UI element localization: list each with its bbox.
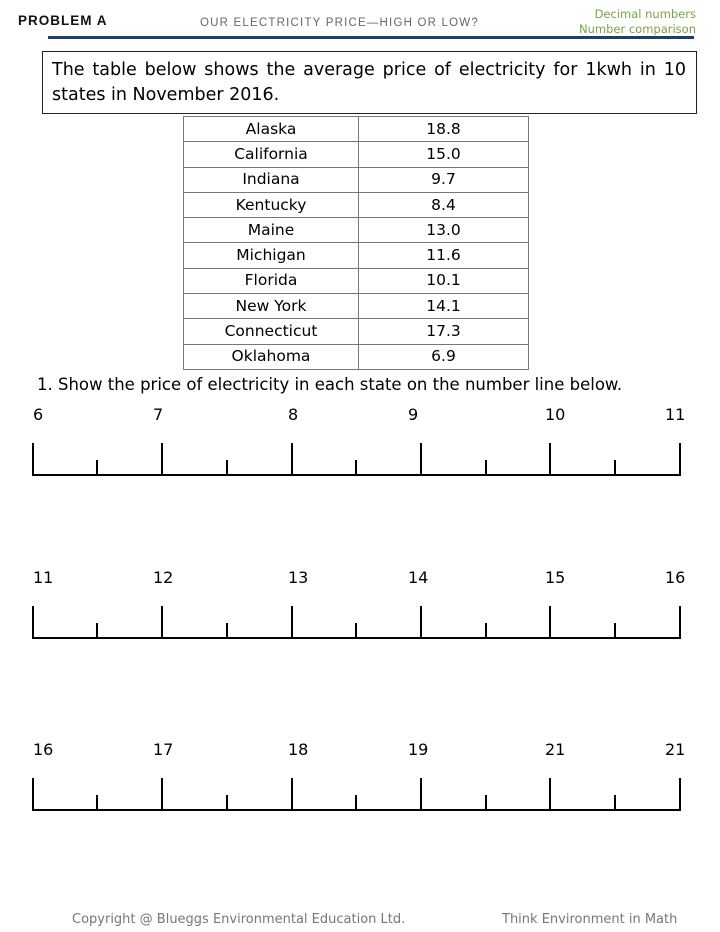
topic-tag: Number comparison [579,22,696,36]
major-tick [161,606,163,638]
number-line-label: 19 [408,740,429,759]
number-line-label: 16 [33,740,54,759]
table-row [184,218,529,243]
topic-tags [579,7,696,37]
electricity-price-table [183,116,529,370]
major-tick [291,606,293,638]
number-line-label: 8 [288,405,299,424]
price-cell: 10.1 [359,268,529,293]
table-row [184,142,529,167]
number-line-label: 15 [545,568,566,587]
major-tick [549,443,551,475]
state-cell: New York [184,294,359,319]
price-cell: 14.1 [359,294,529,319]
number-line-label: 10 [545,405,566,424]
number-line-label: 21 [665,740,686,759]
major-tick [291,443,293,475]
price-cell: 11.6 [359,243,529,268]
minor-tick [485,623,487,638]
number-line-label: 12 [153,568,174,587]
worksheet-title: OUR ELECTRICITY PRICE—HIGH OR LOW? [200,17,479,29]
state-cell: Kentucky [184,192,359,217]
number-line [0,740,720,820]
table-row [184,268,529,293]
number-line-label: 6 [33,405,44,424]
table-row [184,117,529,142]
price-cell: 15.0 [359,142,529,167]
major-tick [679,778,681,810]
minor-tick [614,623,616,638]
table-row [184,319,529,344]
number-line-label: 18 [288,740,309,759]
major-tick [32,443,34,475]
major-tick [420,606,422,638]
major-tick [161,443,163,475]
state-cell: Michigan [184,243,359,268]
number-line-axis [32,474,681,476]
number-line-label: 17 [153,740,174,759]
intro-text-box: The table below shows the average price of electricity for 1kwh in 10 states in November 2016. [42,51,697,114]
number-line-label: 11 [665,405,686,424]
number-line-axis [32,809,681,811]
major-tick [32,606,34,638]
price-cell: 13.0 [359,218,529,243]
minor-tick [355,795,357,810]
footer-tagline: Think Environment in Math [502,912,678,927]
minor-tick [485,795,487,810]
state-cell: California [184,142,359,167]
table-row [184,167,529,192]
price-cell: 8.4 [359,192,529,217]
state-cell: Alaska [184,117,359,142]
minor-tick [96,623,98,638]
minor-tick [96,460,98,475]
major-tick [420,443,422,475]
state-cell: Connecticut [184,319,359,344]
price-cell: 17.3 [359,319,529,344]
table-row [184,192,529,217]
major-tick [679,443,681,475]
state-cell: Florida [184,268,359,293]
state-cell: Maine [184,218,359,243]
footer-copyright: Copyright @ Blueggs Environmental Education Ltd. [72,912,406,927]
header-divider [48,36,694,39]
major-tick [420,778,422,810]
number-line-label: 16 [665,568,686,587]
major-tick [549,606,551,638]
minor-tick [614,460,616,475]
number-line [0,568,720,648]
major-tick [549,778,551,810]
major-tick [679,606,681,638]
minor-tick [96,795,98,810]
topic-tag: Decimal numbers [594,7,696,21]
major-tick [291,778,293,810]
price-cell: 18.8 [359,117,529,142]
table-row [184,243,529,268]
table-row [184,294,529,319]
number-line-label: 7 [153,405,164,424]
minor-tick [485,460,487,475]
number-line-label: 13 [288,568,309,587]
state-cell: Indiana [184,167,359,192]
price-cell: 9.7 [359,167,529,192]
state-cell: Oklahoma [184,344,359,369]
number-line-label: 21 [545,740,566,759]
major-tick [32,778,34,810]
number-line-axis [32,637,681,639]
number-line [0,405,720,485]
minor-tick [226,623,228,638]
price-cell: 6.9 [359,344,529,369]
number-line-label: 11 [33,568,54,587]
problem-label: PROBLEM A [18,13,108,28]
minor-tick [226,795,228,810]
minor-tick [226,460,228,475]
minor-tick [614,795,616,810]
major-tick [161,778,163,810]
question-1: 1. Show the price of electricity in each state on the number line below. [37,375,623,394]
number-line-label: 9 [408,405,419,424]
minor-tick [355,623,357,638]
number-line-label: 14 [408,568,429,587]
table-row [184,344,529,369]
minor-tick [355,460,357,475]
